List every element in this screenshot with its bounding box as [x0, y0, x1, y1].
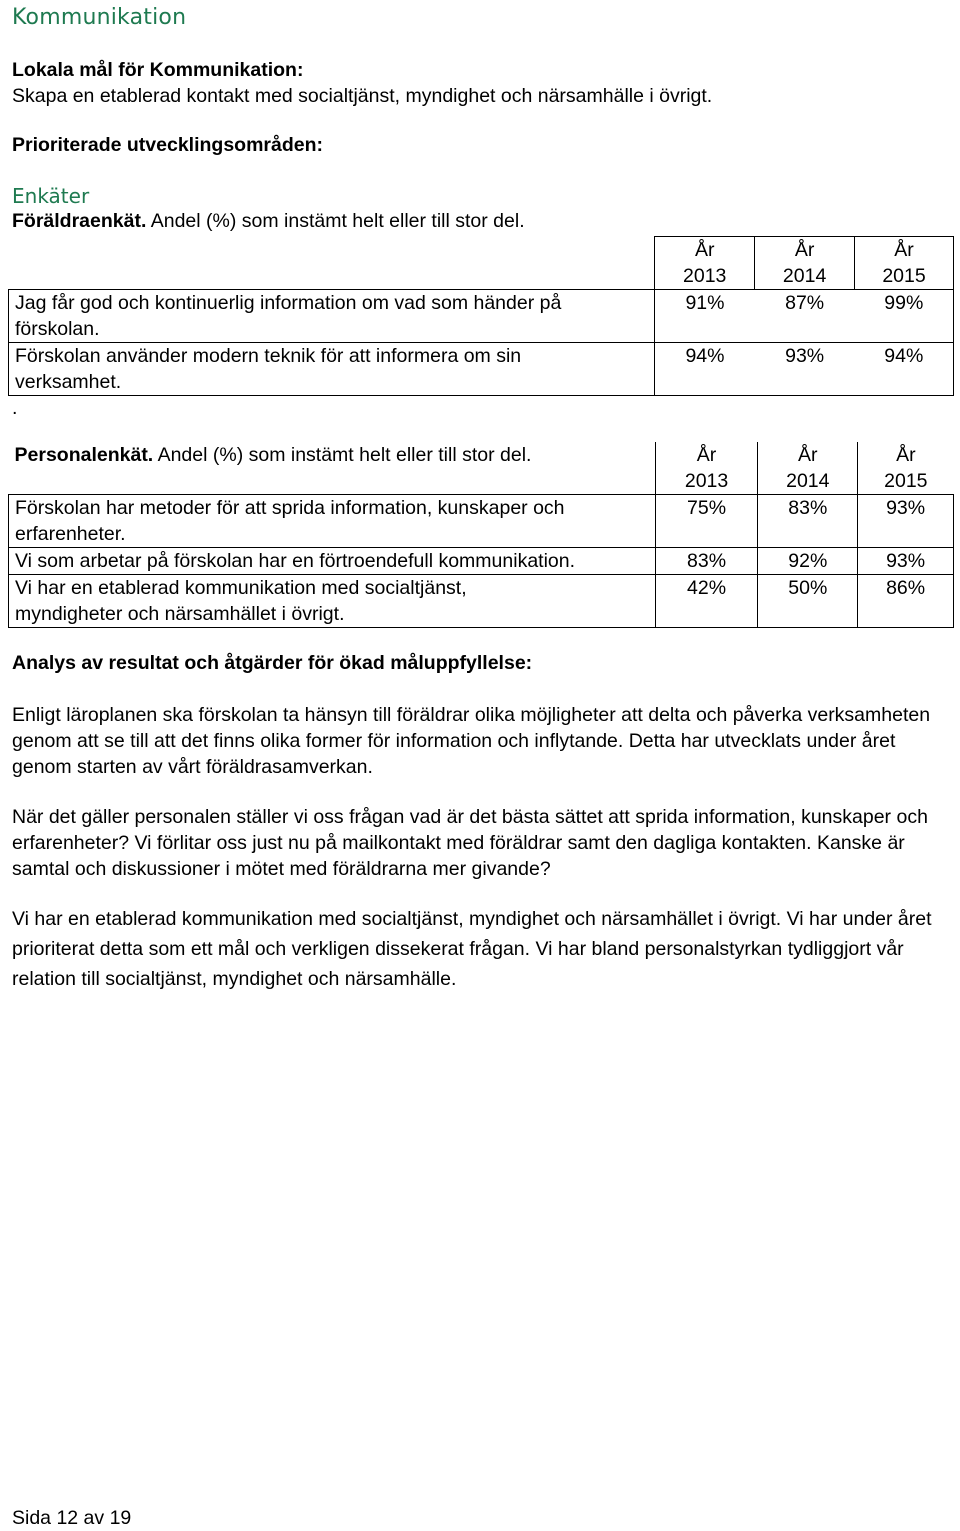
table-row — [9, 575, 954, 628]
separator-dot: . — [12, 397, 18, 419]
priority-heading: Prioriterade utvecklingsområden: — [12, 134, 324, 156]
page-footer: Sida 12 av 19 — [12, 1507, 132, 1529]
value-cell: 83% — [655, 548, 758, 575]
staff-survey-title: Personalenkät. Andel (%) som instämt helt eller till stor del. — [9, 442, 656, 495]
section-title: Kommunikation — [12, 5, 187, 30]
parent-survey-table — [8, 236, 954, 396]
value-cell: 42% — [655, 575, 758, 628]
table-row — [9, 548, 954, 575]
table-row — [9, 343, 954, 396]
year-header: År 2014 — [755, 237, 855, 290]
year-header: År 2013 — [655, 237, 755, 290]
question-cell: Förskolan har metoder för att sprida information, kunskaper och erfarenheter. — [9, 495, 656, 548]
table-row — [9, 290, 954, 343]
parent-survey-title-rest: Andel (%) som instämt helt eller till stor del. — [146, 210, 525, 232]
question-cell: Förskolan använder modern teknik för att informera om sin verksamhet. — [9, 343, 655, 396]
value-cell: 93% — [858, 495, 954, 548]
value-cell: 93% — [755, 343, 855, 396]
value-cell: 87% — [755, 290, 855, 343]
value-cell: 93% — [858, 548, 954, 575]
table-header-row — [9, 237, 954, 290]
value-cell: 50% — [758, 575, 858, 628]
year-header: År 2015 — [855, 237, 954, 290]
question-cell: Vi som arbetar på förskolan har en förtroendefull kommunikation. — [9, 548, 656, 575]
surveys-heading: Enkäter — [12, 184, 90, 208]
value-cell: 94% — [655, 343, 755, 396]
parent-survey-title — [12, 209, 525, 234]
value-cell: 99% — [855, 290, 954, 343]
question-cell: Jag får god och kontinuerlig information om vad som händer på förskolan. — [9, 290, 655, 343]
local-goals-heading: Lokala mål för Kommunikation: — [12, 59, 304, 81]
local-goals-text: Skapa en etablerad kontakt med socialtjänst, myndighet och närsamhälle i övrigt. — [12, 85, 713, 107]
parent-survey-title-bold: Föräldraenkät. — [12, 210, 147, 232]
value-cell: 94% — [855, 343, 954, 396]
value-cell: 86% — [858, 575, 954, 628]
value-cell: 83% — [758, 495, 858, 548]
analysis-paragraph: Vi har en etablerad kommunikation med socialtjänst, myndighet och närsamhället i övrigt. Vi har under året prioriterat detta som ett mål och verkligen dissekerat frågan. Vi har bland personalstyrkan tydliggjort vår relation till socialtjänst, myndighet och närsamhälle. — [12, 908, 932, 990]
analysis-paragraph: Enligt läroplanen ska förskolan ta hänsyn till föräldrar olika möjligheter att delta och påverka verksamheten genom att se till att det finns olika former för information och inflytande. Detta har utvecklats under året genom starten av vårt föräldrasamverkan. — [12, 704, 931, 778]
analysis-heading: Analys av resultat och åtgärder för ökad måluppfyllelse: — [12, 652, 533, 674]
staff-survey-table — [8, 442, 954, 628]
value-cell: 75% — [655, 495, 758, 548]
table-header-row — [9, 442, 954, 495]
value-cell: 91% — [655, 290, 755, 343]
year-header: År 2013 — [655, 442, 758, 495]
year-header: År 2015 — [858, 442, 954, 495]
value-cell: 92% — [758, 548, 858, 575]
year-header: År 2014 — [758, 442, 858, 495]
table-row — [9, 495, 954, 548]
analysis-paragraph: När det gäller personalen ställer vi oss frågan vad är det bästa sättet att sprida information, kunskaper och erfarenheter? Vi förlitar oss just nu på mailkontakt med föräldrar samt den dagliga kontakten. Kanske är samtal och diskussioner i mötet med föräldrarna mer givande? — [12, 806, 928, 880]
question-cell: Vi har en etablerad kommunikation med socialtjänst, myndigheter och närsamhället i övrigt. — [9, 575, 656, 628]
